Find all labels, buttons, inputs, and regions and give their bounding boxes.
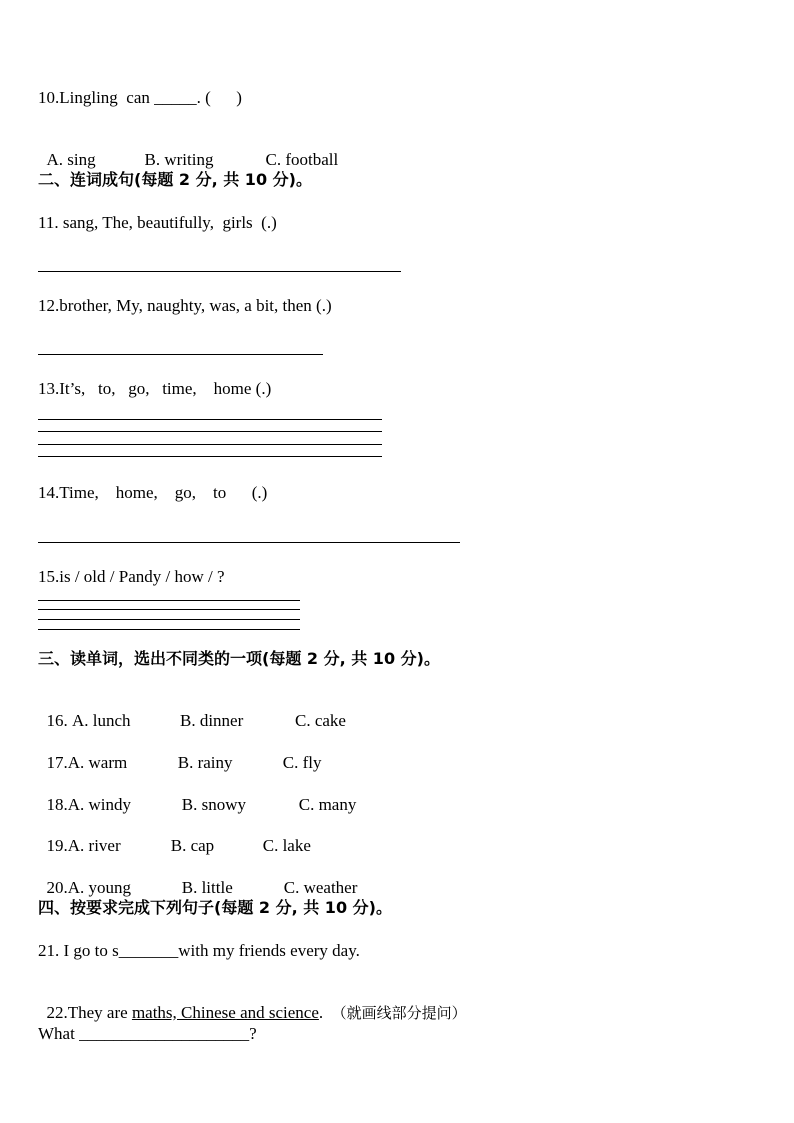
section-2-heading: 二、连词成句(每题 2 分, 共 10 分)。 <box>38 170 312 189</box>
question-22-answer: What ____________________? <box>38 1024 257 1043</box>
option-c: C. many <box>298 795 357 814</box>
question-13: 13.It’s, to, go, time, home (.) <box>38 379 272 398</box>
question-16 <box>38 691 346 731</box>
question-20 <box>38 858 357 898</box>
answer-line-11[interactable] <box>38 271 401 272</box>
option-a: A. young <box>67 878 132 897</box>
option-c: C. lake <box>262 836 311 855</box>
option-b: B. writing <box>144 150 214 169</box>
answer-line-14[interactable] <box>38 542 460 543</box>
option-b: B. snowy <box>181 795 246 814</box>
question-17 <box>38 733 321 773</box>
question-number: 17. <box>46 753 68 772</box>
question-number: 18. <box>46 795 68 814</box>
question-14: 14.Time, home, go, to (.) <box>38 483 268 502</box>
section-4-heading: 四、按要求完成下列句子(每题 2 分, 共 10 分)。 <box>38 898 392 917</box>
section-3-heading: 三、读单词，选出不同类的一项(每题 2 分, 共 10 分)。 <box>38 649 440 668</box>
option-a: A. lunch <box>72 711 131 730</box>
answer-line-13a[interactable] <box>38 419 382 420</box>
answer-line-12[interactable] <box>38 354 323 355</box>
option-a: A. river <box>67 836 121 855</box>
option-c: C. cake <box>295 711 346 730</box>
option-b: B. dinner <box>180 711 244 730</box>
question-10-options <box>38 130 338 170</box>
instruction-note: （就画线部分提问） <box>331 1004 467 1022</box>
answer-line-15b[interactable] <box>38 609 300 610</box>
underlined-phrase: maths, Chinese and science <box>131 1003 319 1022</box>
question-22-text: 22.They are <box>46 1003 132 1022</box>
question-18 <box>38 775 356 815</box>
answer-line-15d[interactable] <box>38 629 300 630</box>
option-a: A. sing <box>46 150 96 169</box>
question-15: 15.is / old / Pandy / how / ? <box>38 567 225 586</box>
option-b: B. cap <box>170 836 215 855</box>
option-c: C. weather <box>283 878 358 897</box>
question-number: 19. <box>46 836 68 855</box>
answer-line-13b[interactable] <box>38 431 382 432</box>
question-12: 12.brother, My, naughty, was, a bit, then (.) <box>38 296 332 315</box>
answer-line-13d[interactable] <box>38 456 382 457</box>
question-11: 11. sang, The, beautifully, girls (.) <box>38 213 277 232</box>
question-10: 10.Lingling can _____. ( ) <box>38 88 242 107</box>
option-a: A. warm <box>67 753 128 772</box>
question-number: 16. <box>46 711 72 730</box>
answer-line-15c[interactable] <box>38 619 300 620</box>
option-b: B. little <box>181 878 233 897</box>
question-21: 21. I go to s_______with my friends every day. <box>38 941 360 960</box>
question-22-end: . <box>318 1003 332 1022</box>
answer-line-13c[interactable] <box>38 444 382 445</box>
answer-line-15a[interactable] <box>38 600 300 601</box>
question-19 <box>38 816 311 856</box>
option-b: B. rainy <box>177 753 233 772</box>
option-a: A. windy <box>67 795 132 814</box>
option-c: C. fly <box>282 753 322 772</box>
question-22 <box>38 983 467 1023</box>
question-number: 20. <box>46 878 68 897</box>
option-c: C. football <box>265 150 339 169</box>
